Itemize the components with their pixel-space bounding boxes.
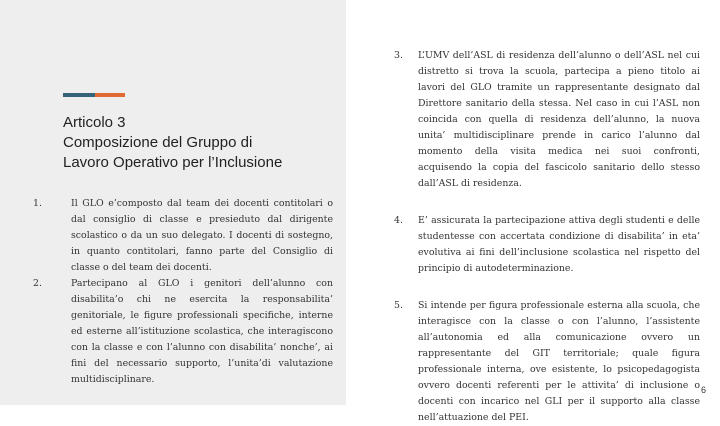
list-item-3 <box>394 48 700 192</box>
left-article-list <box>33 196 333 388</box>
item-number: 4. <box>394 215 403 226</box>
title-line-3: Lavoro Operativo per l’Inclusione <box>63 154 283 171</box>
list-item-1 <box>33 196 333 276</box>
item-text: Si intende per figura professionale esterna alla scuola, che interagisce con la classe o con l’alunno, l’assistente all’autonomia ed alla comunicazione ovvero un rappresentante del GIT territoriale; quale figura professionale interna, ove esistente, lo psicopedagogista ovvero docenti referenti per le attivita’ di inclusione o docenti con incarico nel GLI per il supporto alla classe nell’attuazione del PEI. <box>418 300 700 423</box>
accent-bar-orange <box>95 93 125 97</box>
item-text: L’UMV dell’ASL di residenza dell’alunno o dell’ASL nel cui distretto si trova la scuola, partecipa a pieno titolo ai lavori del GLO tramite un rappresentante designato dal Direttore sanitario della stessa. Nel caso in cui l’ASL non coincida con quella di residenza dell’alunno, la nuova unita’ multidisciplinare prende in carico l’alunno dal momento della visita medica nei suoi confronti, acquisendo la copia del fascicolo sanitario dello stesso dall’ASL di residenza. <box>418 50 700 189</box>
item-number: 2. <box>33 278 42 289</box>
list-item-4 <box>394 213 700 277</box>
right-article-list <box>394 48 700 426</box>
title-line-2: Composizione del Gruppo di <box>63 134 253 151</box>
item-text: E’ assicurata la partecipazione attiva degli studenti e delle studentesse con accertata condizione di disabilita’ in eta’ evolutiva ai fini dell’inclusione scolastica nel rispetto del principio di autodeterminazione. <box>418 215 700 274</box>
list-item-5 <box>394 298 700 426</box>
item-text: Il GLO e’composto dal team dei docenti contitolari o dal consiglio di classe e presieduto dal dirigente scolastico o da un suo delegato. I docenti di sostegno, in quanto contitolari, fanno parte del Consiglio di classe o del team dei docenti. <box>71 198 333 273</box>
item-number: 5. <box>394 300 403 311</box>
list-item-2 <box>33 276 333 388</box>
accent-bar-teal <box>63 93 95 97</box>
slide-title <box>63 113 333 173</box>
item-text: Partecipano al GLO i genitori dell’alunno con disabilita’o chi ne esercita la responsabilita’ genitoriale, le figure professionali specifiche, interne ed esterne all’istituzione scolastica, che interagiscono con la classe e con l’alunno con disabilita’ nonche’, ai fini del necessario supporto, l’unita’di valutazione multidisciplinare. <box>71 278 333 385</box>
item-number: 1. <box>33 198 42 209</box>
page-number: 6 <box>700 385 706 395</box>
item-number: 3. <box>394 50 403 61</box>
title-line-1: Articolo 3 <box>63 114 126 131</box>
